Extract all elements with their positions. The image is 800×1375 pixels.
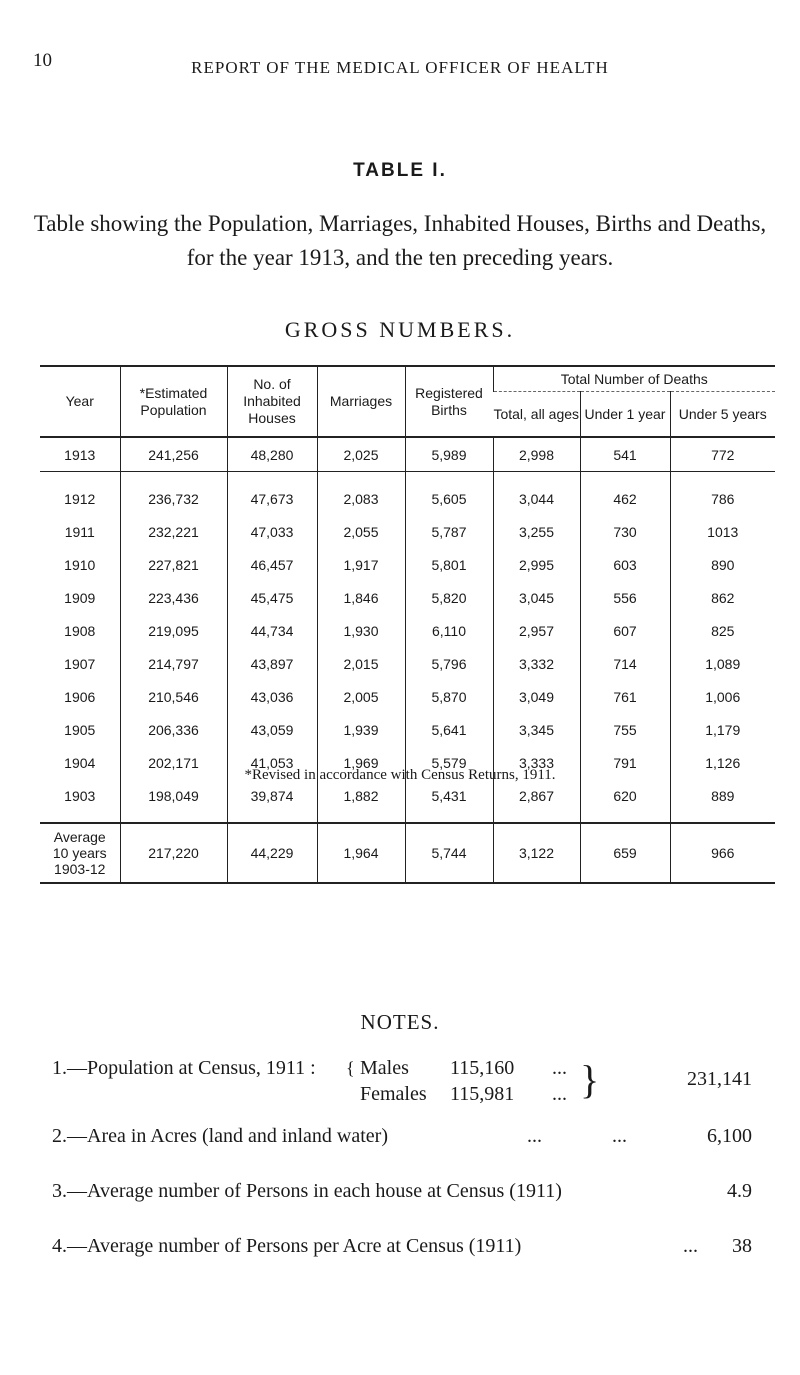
- table-row-1913: [40, 437, 775, 472]
- header-births: Registered Births: [405, 366, 493, 437]
- note-1-dots: ...: [552, 1057, 567, 1079]
- cell: 786: [670, 482, 775, 515]
- cell: 241,256: [120, 437, 227, 472]
- table-row-average: [40, 823, 775, 883]
- cell: 714: [580, 647, 670, 680]
- header-under-5: Under 5 years: [670, 392, 775, 438]
- notes-title: NOTES.: [360, 1010, 440, 1034]
- cell: 43,059: [227, 713, 317, 746]
- cell: 862: [670, 581, 775, 614]
- table-row-1911: [40, 515, 775, 548]
- cell: 2,025: [317, 437, 405, 472]
- cell: 44,229: [227, 823, 317, 883]
- cell: 214,797: [120, 647, 227, 680]
- cell: 1,969: [317, 746, 405, 779]
- header-marriages: Marriages: [317, 366, 405, 437]
- cell: 198,049: [120, 779, 227, 812]
- cell: 47,033: [227, 515, 317, 548]
- statistics-table: [40, 365, 775, 884]
- header-under-1: Under 1 year: [580, 392, 670, 438]
- cell: 5,989: [405, 437, 493, 472]
- header-population: *Estimated Population: [120, 366, 227, 437]
- running-title: REPORT OF THE MEDICAL OFFICER OF HEALTH: [191, 58, 609, 77]
- cell: 1903: [64, 787, 96, 804]
- cell: 3,045: [493, 581, 580, 614]
- cell: 791: [580, 746, 670, 779]
- note-3-value: 4.9: [727, 1180, 752, 1202]
- cell: 889: [670, 779, 775, 812]
- table-row-1905: [40, 713, 775, 746]
- average-label: Average 10 years 1903-12: [40, 823, 120, 883]
- cell: 41,053: [227, 746, 317, 779]
- note-2-dots-b: ...: [612, 1125, 627, 1147]
- cell: 3,049: [493, 680, 580, 713]
- table-row-1906: [40, 680, 775, 713]
- cell: 1,006: [670, 680, 775, 713]
- table-description: Table showing the Population, Marriages, Inhabited Houses, Births and Deaths, for the year 1913, and the ten preceding years.: [33, 211, 767, 270]
- cell: 2,998: [493, 437, 580, 472]
- cell: 206,336: [120, 713, 227, 746]
- cell: 3,332: [493, 647, 580, 680]
- note-1-females: Females: [360, 1083, 427, 1105]
- cell: 3,044: [493, 482, 580, 515]
- cell: 462: [580, 482, 670, 515]
- header-year: Year: [40, 366, 120, 437]
- cell: 1906: [64, 688, 96, 705]
- section-title: GROSS NUMBERS.: [284, 317, 516, 342]
- cell: 1,939: [317, 713, 405, 746]
- table-row-1910: [40, 548, 775, 581]
- cell: 1908: [64, 622, 96, 639]
- cell: 1,964: [317, 823, 405, 883]
- cell: 3,255: [493, 515, 580, 548]
- cell: 45,475: [227, 581, 317, 614]
- cell: 5,744: [405, 823, 493, 883]
- cell: 1910: [64, 556, 96, 573]
- cell: 2,083: [317, 482, 405, 515]
- table-title: TABLE I.: [353, 160, 447, 181]
- cell: 3,345: [493, 713, 580, 746]
- note-1-total: 231,141: [687, 1068, 752, 1090]
- cell: 227,821: [120, 548, 227, 581]
- cell: 1,917: [317, 548, 405, 581]
- cell: 2,957: [493, 614, 580, 647]
- cell: 556: [580, 581, 670, 614]
- cell: 236,732: [120, 482, 227, 515]
- cell: 5,579: [405, 746, 493, 779]
- table-row-1912: [40, 482, 775, 515]
- cell: 46,457: [227, 548, 317, 581]
- brace-right: }: [580, 1057, 600, 1102]
- cell: 1,089: [670, 647, 775, 680]
- cell: 5,641: [405, 713, 493, 746]
- cell: 1,930: [317, 614, 405, 647]
- cell: 5,796: [405, 647, 493, 680]
- cell: 223,436: [120, 581, 227, 614]
- cell: 5,431: [405, 779, 493, 812]
- cell: 1,882: [317, 779, 405, 812]
- note-1-males: Males: [360, 1057, 409, 1079]
- cell: 1,126: [670, 746, 775, 779]
- cell: 730: [580, 515, 670, 548]
- cell: 43,897: [227, 647, 317, 680]
- cell: 659: [580, 823, 670, 883]
- cell: 2,055: [317, 515, 405, 548]
- cell: 210,546: [120, 680, 227, 713]
- cell: 1912: [64, 490, 96, 507]
- cell: 1911: [64, 523, 95, 540]
- cell: 5,605: [405, 482, 493, 515]
- table-row-1907: [40, 647, 775, 680]
- note-2-value: 6,100: [707, 1125, 752, 1147]
- header-total-all-ages: Total, all ages: [493, 392, 580, 438]
- note-4-label: 4.—Average number of Persons per Acre at Census (1911): [52, 1235, 522, 1257]
- note-1-females-value: 115,981: [450, 1083, 515, 1105]
- cell: 6,110: [405, 614, 493, 647]
- cell: 1913: [40, 437, 120, 472]
- cell: 5,870: [405, 680, 493, 713]
- note-2-dots-a: ...: [527, 1125, 542, 1147]
- cell: 5,801: [405, 548, 493, 581]
- cell: 1,846: [317, 581, 405, 614]
- cell: 47,673: [227, 482, 317, 515]
- cell: 232,221: [120, 515, 227, 548]
- cell: 1909: [64, 589, 96, 606]
- cell: 825: [670, 614, 775, 647]
- cell: 3,333: [493, 746, 580, 779]
- cell: 1,179: [670, 713, 775, 746]
- cell: 2,995: [493, 548, 580, 581]
- page-number: 10: [33, 50, 52, 71]
- cell: 44,734: [227, 614, 317, 647]
- header-deaths-group: Total Number of Deaths: [493, 366, 775, 392]
- note-3-label: 3.—Average number of Persons in each house at Census (1911): [52, 1180, 562, 1202]
- cell: 607: [580, 614, 670, 647]
- note-4-dots: ...: [683, 1235, 698, 1257]
- cell: 219,095: [120, 614, 227, 647]
- cell: 2,005: [317, 680, 405, 713]
- cell: 1013: [670, 515, 775, 548]
- cell: 43,036: [227, 680, 317, 713]
- brace-left: {: [346, 1058, 355, 1078]
- cell: 966: [670, 823, 775, 883]
- cell: 761: [580, 680, 670, 713]
- cell: 603: [580, 548, 670, 581]
- header-houses: No. of Inhabited Houses: [227, 366, 317, 437]
- cell: 202,171: [120, 746, 227, 779]
- cell: 3,122: [493, 823, 580, 883]
- cell: 48,280: [227, 437, 317, 472]
- footnote: *Revised in accordance with Census Returns, 1911.: [244, 767, 556, 783]
- cell: 2,867: [493, 779, 580, 812]
- cell: 772: [670, 437, 775, 472]
- note-1-males-value: 115,160: [450, 1057, 515, 1079]
- cell: 1905: [64, 721, 96, 738]
- table-row-1909: [40, 581, 775, 614]
- table-row-1908: [40, 614, 775, 647]
- cell: 2,015: [317, 647, 405, 680]
- cell: 890: [670, 548, 775, 581]
- cell: 5,787: [405, 515, 493, 548]
- cell: 39,874: [227, 779, 317, 812]
- note-2-label: 2.—Area in Acres (land and inland water): [52, 1125, 388, 1147]
- cell: 217,220: [120, 823, 227, 883]
- cell: 1904: [64, 754, 96, 771]
- cell: 755: [580, 713, 670, 746]
- cell: 541: [580, 437, 670, 472]
- cell: 1907: [64, 655, 96, 672]
- cell: 620: [580, 779, 670, 812]
- note-1-dots: ...: [552, 1083, 567, 1105]
- note-4-value: 38: [732, 1235, 752, 1257]
- note-1-label: 1.—Population at Census, 1911 :: [52, 1057, 316, 1079]
- cell: 5,820: [405, 581, 493, 614]
